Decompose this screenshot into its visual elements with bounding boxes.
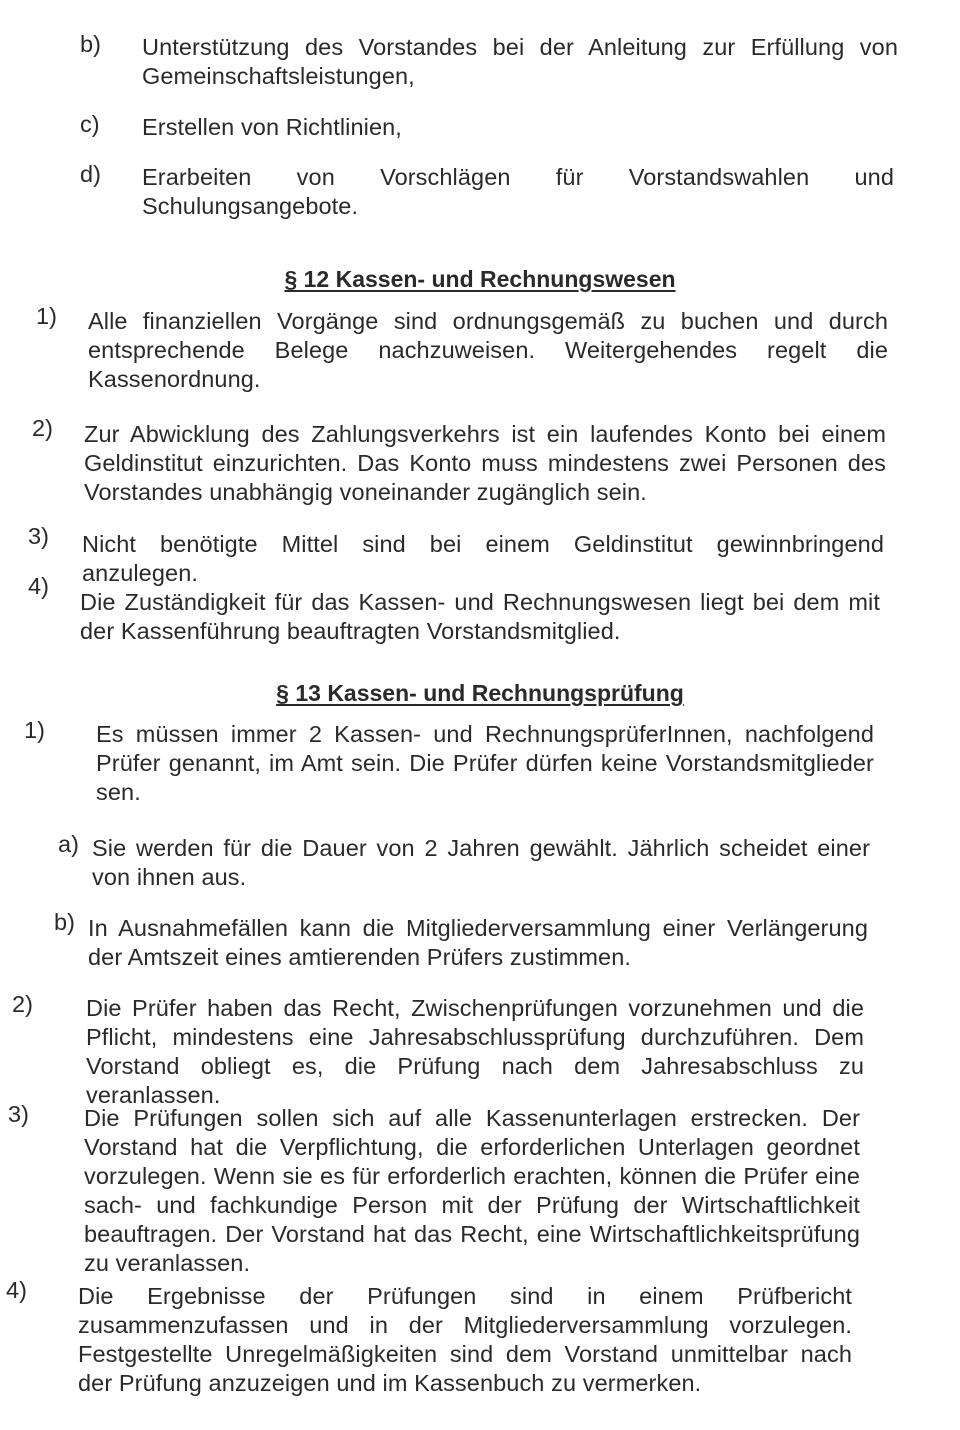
list-marker: 2) [32, 415, 53, 441]
list-item: Die Zuständigkeit für das Kassen- und Rechnungswesen liegt bei dem mit der Kassenführung beauftragten Vorstandsmitglied. [80, 589, 880, 644]
list-item: Es müssen immer 2 Kassen- und RechnungsprüferInnen, nachfolgend Prüfer genannt, im Amt sein. Die Prüfer dürfen keine Vorstandsmitglieder sen. [96, 721, 874, 805]
list-item: In Ausnahmefällen kann die Mitgliederversammlung einer Verlängerung der Amtszeit eines amtierenden Prüfers zustimmen. [88, 915, 868, 970]
list-item: Alle finanziellen Vorgänge sind ordnungsgemäß zu buchen und durch entsprechende Belege nachzuweisen. Weitergehendes regelt die Kassenordnung. [88, 308, 888, 392]
list-item: Die Prüfungen sollen sich auf alle Kassenunterlagen erstrecken. Der Vorstand hat die Verpflichtung, die erforderlichen Unterlagen geordnet vorzulegen. Wenn sie es für erforderlich erachten, können die Prüfer eine sach- und fachkundige Person mit der Prüfung der Wirtschaftlichkeit beauftragen. Der Vorstand hat das Recht, eine Wirtschaftlichkeitsprüfung zu veranlassen. [84, 1105, 860, 1276]
list-marker: 4) [6, 1277, 27, 1303]
list-marker: a) [58, 831, 79, 857]
list-item: Zur Abwicklung des Zahlungsverkehrs ist ein laufendes Konto bei einem Geldinstitut einzurichten. Das Konto muss mindestens zwei Personen des Vorstandes unabhängig voneinander zugänglich sein. [84, 421, 886, 505]
list-item: Die Ergebnisse der Prüfungen sind in einem Prüfbericht zusammenzufassen und in der Mitgliederversammlung vorzulegen. Festgestellte Unregelmäßigkeiten sind dem Vorstand unmittelbar nach der Prüfung anzuzeigen und im Kassenbuch zu vermerken. [78, 1283, 852, 1396]
section-heading: § 13 Kassen- und Rechnungsprüfung [276, 680, 684, 706]
list-marker: 4) [28, 573, 49, 599]
section-heading: § 12 Kassen- und Rechnungswesen [284, 266, 676, 292]
list-marker: 3) [28, 523, 49, 549]
list-marker: 3) [8, 1101, 29, 1127]
list-item: Die Prüfer haben das Recht, Zwischenprüfungen vorzunehmen und die Pflicht, mindestens eine Jahresabschlussprüfung durchzuführen. Dem Vorstand obliegt es, die Prüfung nach dem Jahresabschluss zu veranlassen. [86, 995, 864, 1108]
list-item: Erarbeiten von Vorschlägen für Vorstandswahlen und Schulungsangebote. [142, 164, 894, 219]
list-marker: c) [80, 111, 100, 137]
list-marker: 1) [24, 717, 45, 743]
list-item: Nicht benötigte Mittel sind bei einem Geldinstitut gewinnbringend anzulegen. [82, 531, 884, 586]
list-marker: 2) [12, 991, 33, 1017]
list-marker: d) [80, 161, 101, 187]
list-item: Unterstützung des Vorstandes bei der Anleitung zur Erfüllung von Gemeinschaftsleistungen, [142, 34, 898, 89]
list-item: Erstellen von Richtlinien, [142, 114, 402, 140]
list-item: Sie werden für die Dauer von 2 Jahren gewählt. Jährlich scheidet einer von ihnen aus. [92, 835, 870, 890]
list-marker: b) [80, 31, 101, 57]
list-marker: b) [54, 909, 75, 935]
list-marker: 1) [36, 303, 57, 329]
